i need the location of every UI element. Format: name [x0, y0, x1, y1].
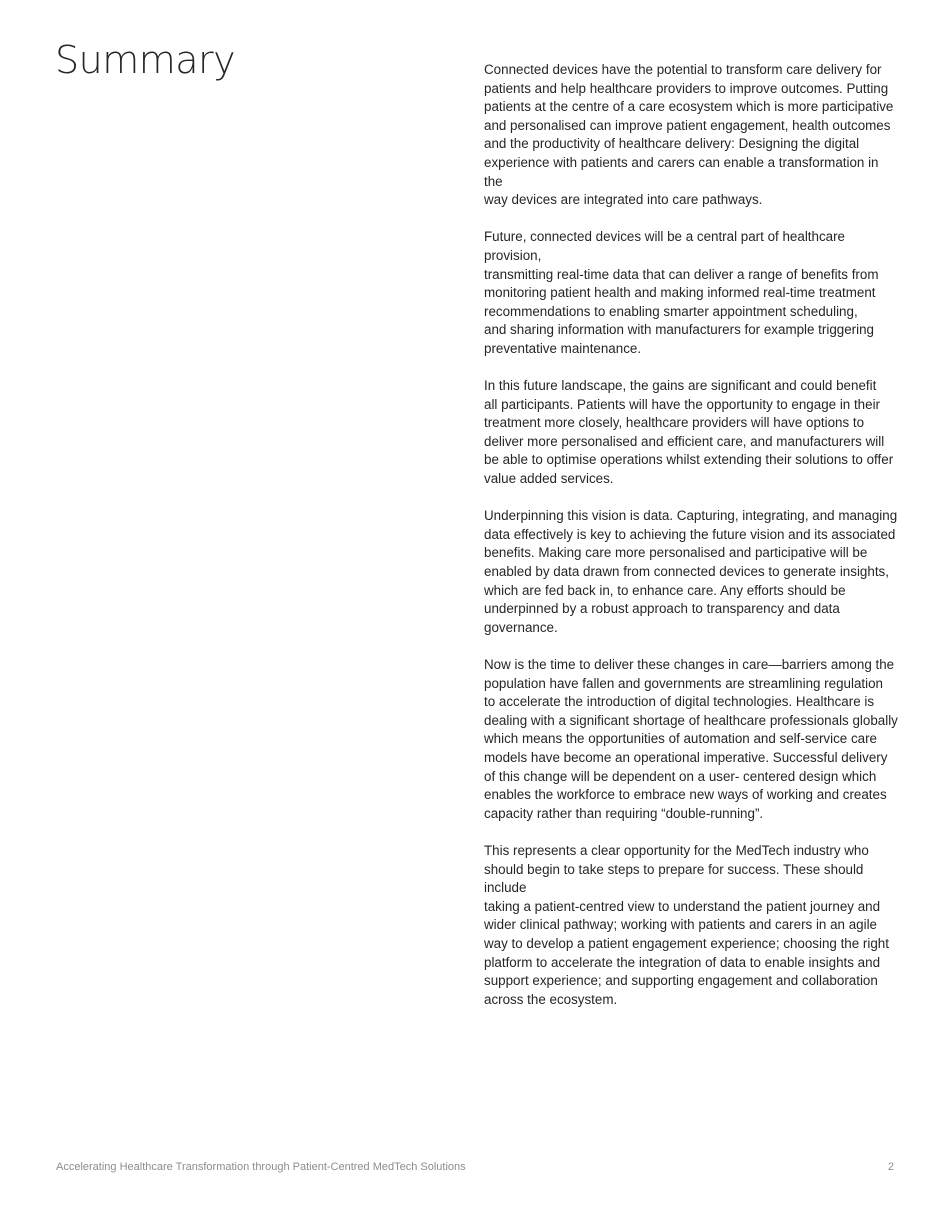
summary-body — [484, 61, 898, 1028]
footer-document-title: Accelerating Healthcare Transformation through Patient-Centred MedTech Solutions — [56, 1161, 466, 1173]
summary-paragraph: Connected devices have the potential to transform care delivery for patients and help healthcare providers to improve outcomes. Putting patients at the centre of a care ecosystem which is more participative and personalised can improve patient engagement, health outcomes and the productivity of healthcare delivery: Designing the digital experience with patients and carers can enable a transformation in the way devices are integrated into care pathways. — [484, 62, 894, 208]
summary-paragraph: Now is the time to deliver these changes in care—barriers among the population have fallen and governments are streamlining regulation to accelerate the introduction of digital technologies. Healthcare is dealing with a significant shortage of healthcare professionals globally which means the opportunities of automation and self-service care models have become an operational imperative. Successful delivery of this change will be dependent on a user- centered design which enables the workforce to embrace new ways of working and creates capacity rather than requiring “double-running”. — [484, 657, 898, 821]
summary-paragraph: Underpinning this vision is data. Capturing, integrating, and managing data effectively is key to achieving the future vision and its associated benefits. Making care more personalised and participative will be enabled by data drawn from connected devices to generate insights, which are fed back in, to enhance care. Any efforts should be underpinned by a robust approach to transparency and data governance. — [484, 508, 898, 635]
page-title: Summary — [55, 38, 236, 82]
summary-paragraph: Future, connected devices will be a central part of healthcare provision, transmitting real-time data that can deliver a range of benefits from monitoring patient health and making informed real-time treatment recommendations to enabling smarter appointment scheduling, and sharing information with manufacturers for example triggering preventative maintenance. — [484, 229, 879, 356]
summary-paragraph: This represents a clear opportunity for the MedTech industry who should begin to take steps to prepare for success. These should include taking a patient-centred view to understand the patient journey and wider clinical pathway; working with patients and carers in an agile way to develop a patient engagement experience; choosing the right platform to accelerate the integration of data to enable insights and support experience; and supporting engagement and collaboration across the ecosystem. — [484, 842, 889, 1007]
summary-paragraph: In this future landscape, the gains are significant and could benefit all participants. Patients will have the opportunity to engage in their treatment more closely, healthcare providers will have options to deliver more personalised and efficient care, and manufacturers will be able to optimise operations whilst extending their solutions to offer value added services. — [484, 378, 894, 487]
footer-page-number: 2 — [887, 1161, 894, 1173]
